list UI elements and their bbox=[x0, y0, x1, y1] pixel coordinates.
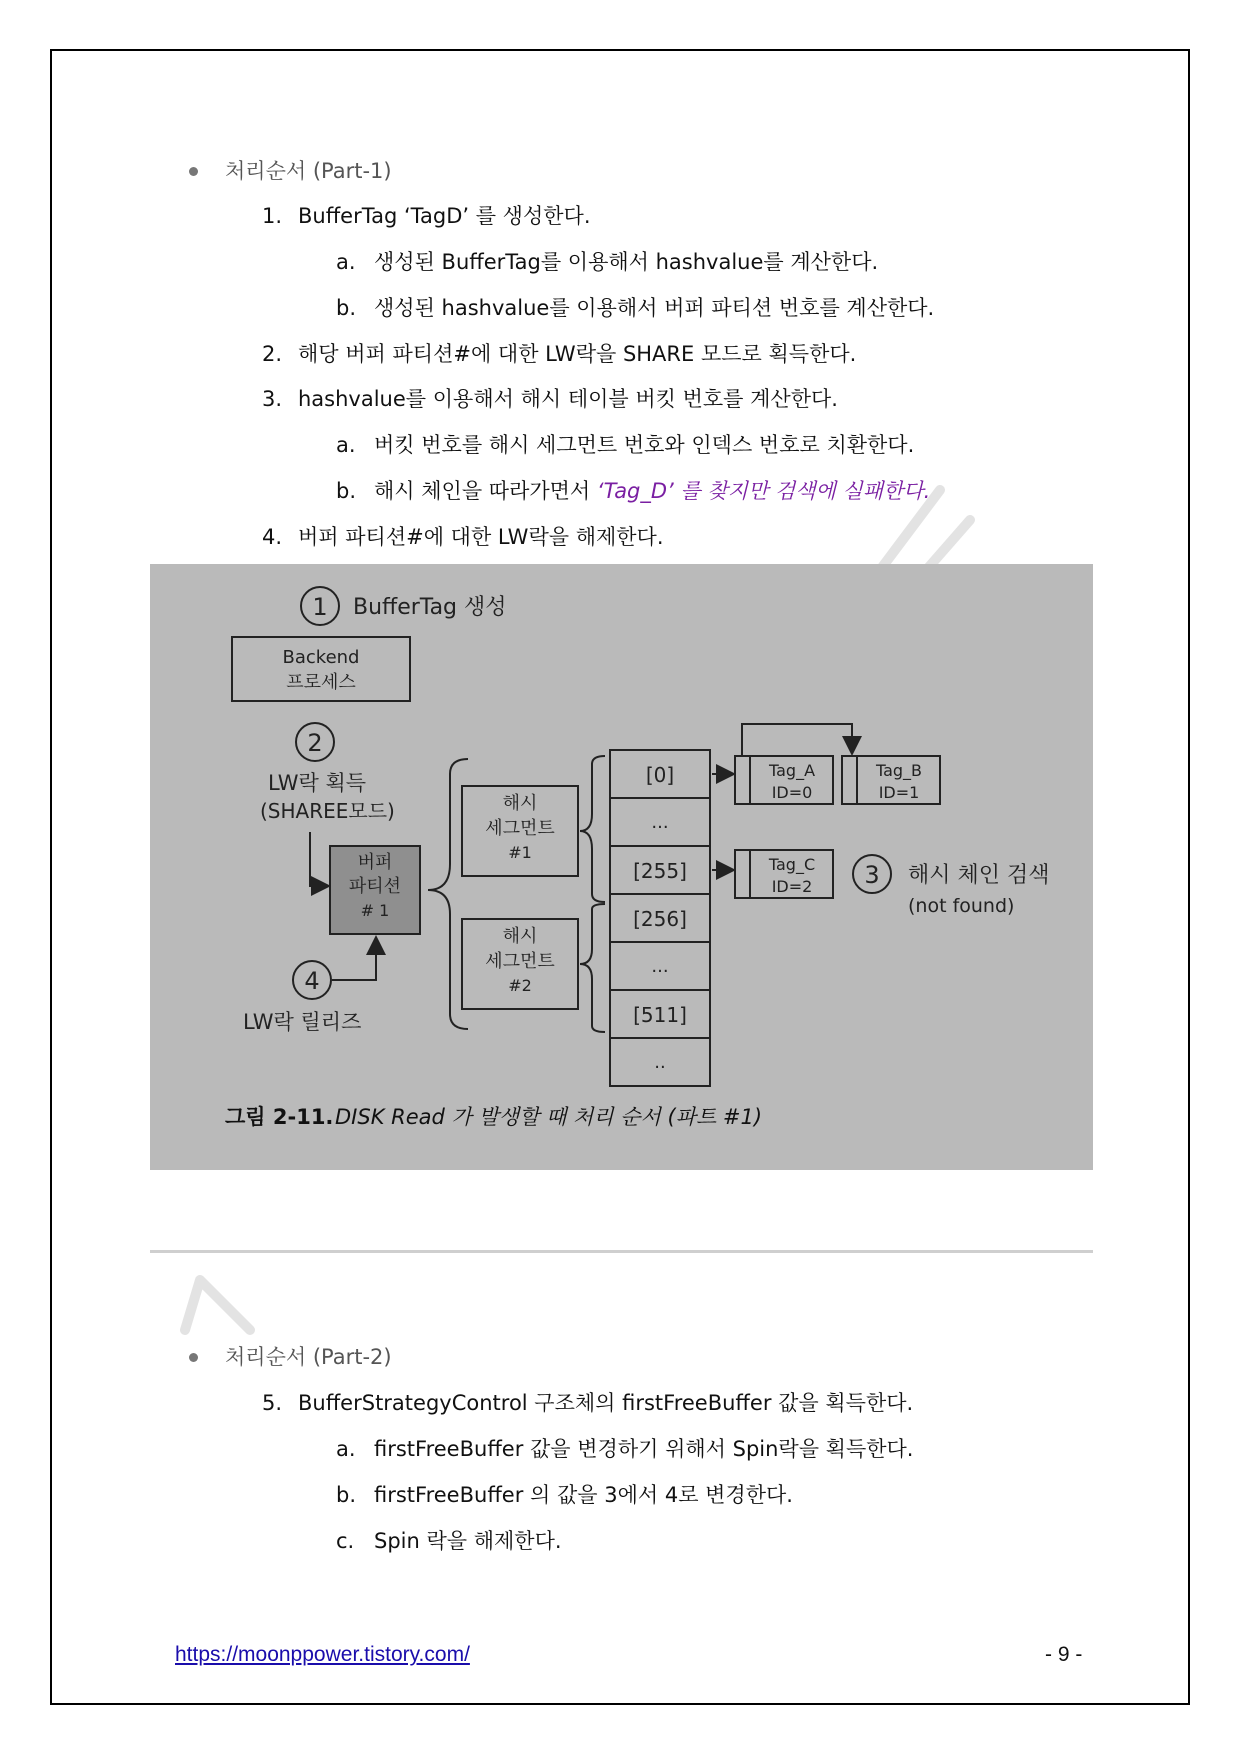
part2-heading: 처리순서 (Part-2) bbox=[225, 1345, 392, 1369]
step-3b-emphasis: ‘Tag_D’ 를 찾지만 검색에 실패한다. bbox=[596, 479, 931, 503]
caption-bold: 그림 2-11. bbox=[225, 1105, 334, 1129]
step3-num: 3 bbox=[864, 861, 880, 889]
step-3a-num: a. bbox=[336, 433, 356, 457]
lw-get-line1: LW락 획득 bbox=[268, 771, 367, 795]
step-4-num: 4. bbox=[262, 525, 283, 549]
step1-num: 1 bbox=[312, 593, 328, 621]
page-number: - 9 - bbox=[1045, 1643, 1083, 1666]
tag-c-line1: Tag_C bbox=[768, 855, 816, 874]
lw-get-line2: (SHAREE모드) bbox=[260, 799, 395, 823]
bucket-label-3: [256] bbox=[633, 907, 687, 931]
step-1-num: 1. bbox=[262, 204, 283, 228]
tag-a-line1: Tag_A bbox=[768, 761, 816, 780]
not-found-label: (not found) bbox=[908, 895, 1015, 917]
tag-b-line2: ID=1 bbox=[878, 783, 920, 802]
step-5-text: BufferStrategyControl 구조체의 firstFreeBuffer 값을 획득한다. bbox=[298, 1391, 914, 1415]
section-divider bbox=[150, 1250, 1093, 1253]
seg1-line1: 해시 bbox=[502, 793, 538, 814]
search-label: 해시 체인 검색 bbox=[908, 863, 1050, 888]
step-1b-num: b. bbox=[336, 296, 357, 320]
footer-link[interactable]: https://moonppower.tistory.com/ bbox=[175, 1643, 470, 1666]
tag-c-line2: ID=2 bbox=[771, 877, 813, 896]
backend-line2: 프로세스 bbox=[286, 672, 356, 693]
step-3b bbox=[336, 478, 930, 504]
bucket-label-1: ... bbox=[651, 812, 669, 833]
step-2 bbox=[262, 341, 856, 367]
step-3b-num: b. bbox=[336, 479, 357, 503]
bucket-label-5: [511] bbox=[633, 1003, 687, 1027]
bullet-part1 bbox=[189, 167, 198, 176]
step-5b-num: b. bbox=[336, 1483, 357, 1507]
seg1-line3: #1 bbox=[508, 843, 532, 862]
step-1b bbox=[336, 295, 934, 321]
step-5c bbox=[336, 1528, 562, 1554]
bullet-part2 bbox=[189, 1353, 198, 1362]
step-4 bbox=[262, 524, 664, 550]
seg2-line1: 해시 bbox=[502, 926, 538, 947]
step-3-num: 3. bbox=[262, 387, 283, 411]
step-5-num: 5. bbox=[262, 1391, 283, 1415]
step-3a-text: 버킷 번호를 해시 세그먼트 번호와 인덱스 번호로 치환한다. bbox=[374, 433, 915, 457]
step-1a-text: 생성된 BufferTag를 이용해서 hashvalue를 계산한다. bbox=[374, 250, 879, 274]
bucket-label-0: [0] bbox=[645, 763, 675, 787]
tag-a-line2: ID=0 bbox=[771, 783, 813, 802]
seg2-line3: #2 bbox=[508, 976, 532, 995]
lw-release: LW락 릴리즈 bbox=[243, 1010, 362, 1034]
step-5 bbox=[262, 1390, 913, 1416]
step-5c-text: Spin 락을 해제한다. bbox=[374, 1529, 562, 1553]
bucket-label-4: ... bbox=[651, 956, 669, 977]
caption-italic: DISK Read 가 발생할 때 처리 순서 (파트 #1) bbox=[335, 1105, 763, 1129]
step-2-num: 2. bbox=[262, 342, 283, 366]
bucket-label-2: [255] bbox=[633, 859, 687, 883]
partition-line3: # 1 bbox=[360, 901, 390, 920]
step-3 bbox=[262, 386, 838, 412]
seg2-line2: 세그먼트 bbox=[485, 951, 555, 972]
step-5b bbox=[336, 1482, 793, 1508]
step-3-text: hashvalue를 이용해서 해시 테이블 버킷 번호를 계산한다. bbox=[298, 387, 838, 411]
partition-line1: 버퍼 bbox=[357, 852, 393, 873]
bucket-label-6: .. bbox=[654, 1052, 666, 1073]
step-5b-text: firstFreeBuffer 의 값을 3에서 4로 변경한다. bbox=[374, 1483, 793, 1507]
step4-num: 4 bbox=[304, 967, 320, 995]
step2-num: 2 bbox=[307, 729, 323, 757]
diagram-svg bbox=[150, 564, 1093, 1170]
step-1b-text: 생성된 hashvalue를 이용해서 버퍼 파티션 번호를 계산한다. bbox=[374, 296, 935, 320]
step-1 bbox=[262, 203, 591, 229]
seg1-line2: 세그먼트 bbox=[485, 818, 555, 839]
partition-line2: 파티션 bbox=[348, 876, 402, 897]
step-2-text: 해당 버퍼 파티션#에 대한 LW락을 SHARE 모드로 획득한다. bbox=[298, 342, 857, 366]
step-1a-num: a. bbox=[336, 250, 356, 274]
step-5c-num: c. bbox=[336, 1529, 355, 1553]
step-5a-text: firstFreeBuffer 값을 변경하기 위해서 Spin락을 획득한다. bbox=[374, 1437, 914, 1461]
tag-b-line1: Tag_B bbox=[875, 761, 923, 780]
part1-heading: 처리순서 (Part-1) bbox=[225, 159, 392, 183]
step-3a bbox=[336, 432, 914, 458]
step-3b-text: 해시 체인을 따라가면서 bbox=[374, 479, 597, 503]
step-1-text: BufferTag ‘TagD’ 를 생성한다. bbox=[298, 204, 591, 228]
backend-line1: Backend bbox=[282, 647, 360, 668]
step1-label: BufferTag 생성 bbox=[353, 595, 507, 620]
step-5a-num: a. bbox=[336, 1437, 356, 1461]
figure-disk-read-diagram bbox=[150, 564, 1093, 1170]
step-5a bbox=[336, 1436, 913, 1462]
step-1a bbox=[336, 249, 878, 275]
step-4-text: 버퍼 파티션#에 대한 LW락을 해제한다. bbox=[298, 525, 664, 549]
